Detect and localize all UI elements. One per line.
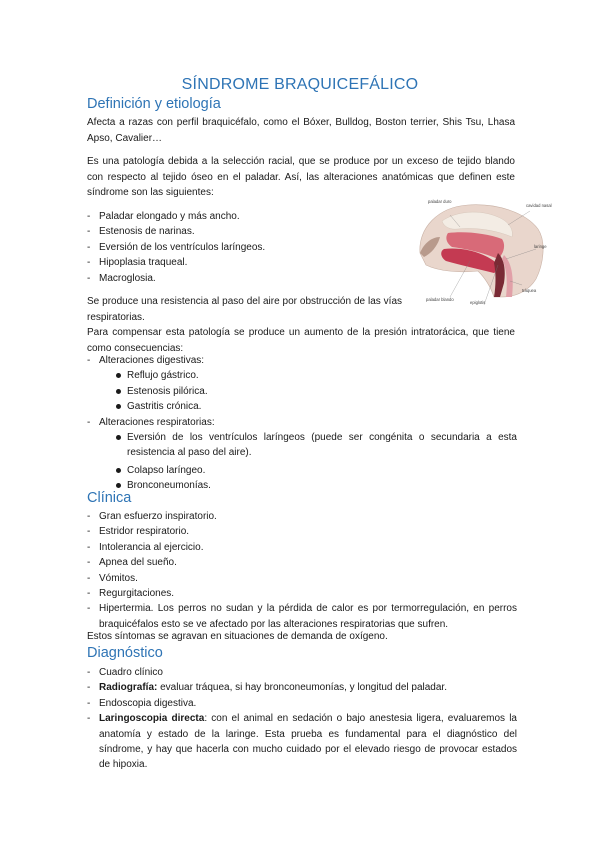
label-paladar-duro: paladar duro	[428, 199, 452, 204]
brachycephalic-anatomy-figure	[398, 193, 552, 305]
list-item: - Apnea del sueño.	[87, 557, 177, 569]
list-item: - Hipertermia. Los perros no sudan y la pérdida de calor es por termorregulación, en perros braquicéfalos esto se ve afectado por las alteraciones respiratorias que sufren.	[87, 603, 517, 630]
list-item: - Intolerancia al ejercicio.	[87, 541, 204, 553]
list-item: - Alteraciones digestivas: Reflujo gástrico. Estenosis pilórica. Gastritis crónica.	[87, 353, 517, 415]
page-title: SÍNDROME BRAQUICEFÁLICO	[181, 76, 419, 93]
heading-clinica: Clínica	[87, 490, 132, 506]
list-item: - Macroglosia.	[87, 272, 156, 284]
list-item: - Gran esfuerzo inspiratorio.	[87, 511, 217, 522]
paragraph-patologia: Es una patología debida a la selección racial, que se produce por un exceso de tejido blando con respecto al tejido óseo en el paladar. Así, las alteraciones anatómicas que definen este síndrome son las siguientes:	[87, 156, 515, 198]
list-item: - Eversión de los ventrículos laríngeos.	[87, 241, 266, 253]
list-item: Estenosis pilórica.	[115, 384, 517, 399]
clinica-list	[87, 509, 517, 632]
list-item: - Radiografía: evaluar tráquea, si hay bronconeumonías, y longitud del paladar.	[87, 682, 447, 694]
list-item: Bronconeumonías.	[115, 478, 517, 493]
list-item: - Estenosis de narinas.	[87, 226, 195, 238]
list-item: - Cuadro clínico	[87, 667, 163, 678]
list-item: Colapso laríngeo.	[115, 463, 517, 478]
list-item: - Endoscopia digestiva.	[87, 697, 197, 709]
list-item: - Regurgitaciones.	[87, 588, 175, 600]
list-item: - Estridor respiratorio.	[87, 526, 190, 538]
paragraph-sintomas: Estos síntomas se agravan en situaciones de demanda de oxígeno.	[87, 631, 388, 642]
digestivas-sublist	[99, 368, 517, 414]
label-traquea: tráquea	[522, 288, 537, 293]
list-item: Gastritis crónica.	[115, 399, 517, 414]
respiratorias-sublist	[99, 430, 517, 494]
paragraph-resistencia: Se produce una resistencia al paso del aire por obstrucción de las vías respiratorias.	[87, 296, 402, 323]
list-item: - Hipoplasia traqueal.	[87, 257, 188, 269]
label-paladar-blando: paladar blando	[426, 297, 454, 302]
list-item: Reflujo gástrico.	[115, 368, 517, 383]
diagnostico-list	[87, 665, 517, 773]
label-epiglotis: epiglotis	[470, 300, 486, 305]
label-cavidad-nasal: cavidad nasal	[526, 203, 552, 208]
heading-diagnostico: Diagnóstico	[87, 645, 163, 661]
paragraph-compensar: Para compensar esta patología se produce un aumento de la presión intratorácica, que tiene como consecuencias:	[87, 327, 515, 354]
list-item: - Vómitos.	[87, 572, 138, 584]
label-laringe: laringe	[534, 244, 547, 249]
heading-definicion: Definición y etiología	[87, 96, 221, 112]
consecuencias-list	[87, 353, 517, 494]
alteraciones-list	[87, 209, 387, 286]
list-item: - Alteraciones respiratorias: Eversión de los ventrículos laríngeos (puede ser congénita o secundaria a esta resistencia al paso del aire). Colapso laríngeo. Bronconeumonías.	[87, 415, 517, 494]
list-item: - Laringoscopia directa: con el animal en sedación o bajo anestesia ligera, evaluaremos la anatomía y estado de la laringe. Esta prueba es fundamental para el diagnóstico del síndrome, y hay que hacerla con mucho cuidado por el elevado riesgo de provocar estados de hipoxia.	[87, 713, 517, 771]
list-item: Eversión de los ventrículos laríngeos (puede ser congénita o secundaria a esta resistencia al paso del aire).	[115, 430, 517, 461]
paragraph-razas: Afecta a razas con perfil braquicéfalo, como el Bóxer, Bulldog, Boston terrier, Shis Tsu, Lhasa Apso, Cavalier…	[87, 117, 515, 144]
list-item: - Paladar elongado y más ancho.	[87, 211, 240, 222]
